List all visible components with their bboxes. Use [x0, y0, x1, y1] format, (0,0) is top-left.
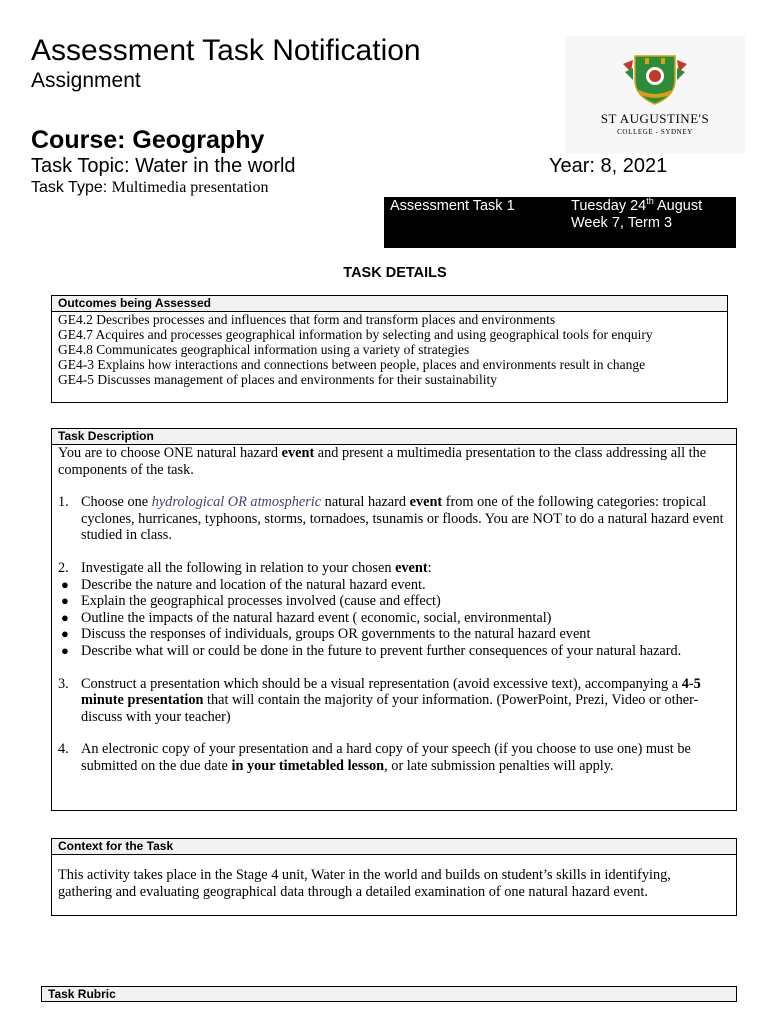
bullet-item	[58, 577, 728, 594]
due-date-month: August	[653, 198, 703, 214]
description-item-1	[58, 494, 728, 544]
bullet-dot-icon: ●	[61, 576, 69, 592]
intro-text: You are to choose ONE natural hazard	[58, 445, 282, 461]
item-text: natural hazard	[321, 494, 410, 511]
task-description-box	[51, 428, 737, 811]
item-number: 1.	[58, 494, 69, 511]
due-date-suffix: th	[646, 196, 654, 207]
bullet-text: Explain the geographical processes involved (cause and effect)	[81, 593, 441, 610]
rubric-box	[41, 986, 737, 1002]
bullet-dot-icon: ●	[61, 626, 69, 642]
bullet-item	[58, 626, 728, 643]
bullet-text: Discuss the responses of individuals, groups OR governments to the natural hazard event	[81, 626, 591, 643]
page-title: Assessment Task Notification	[31, 34, 421, 67]
item-number: 2.	[58, 559, 69, 576]
outcome-item: GE4.8 Communicates geographical information using a variety of strategies	[58, 342, 470, 357]
assessment-task-box	[384, 197, 736, 248]
assessment-task-label: Assessment Task 1	[390, 198, 515, 214]
item-number: 4.	[58, 741, 69, 758]
outcome-item: GE4.2 Describes processes and influences that form and transform places and environments	[58, 312, 556, 327]
item-text: An electronic copy of your presentation and a hard copy of your speech (if you choose to use one) must be submitted on the due date	[81, 741, 691, 774]
item-number: 3.	[58, 675, 69, 692]
bullet-dot-icon: ●	[61, 593, 69, 609]
bullet-item	[58, 593, 728, 610]
task-description-heading: Task Description	[52, 429, 736, 445]
item-text: from one of the following categories: tropical cyclones, hurricanes, typhoons, storms, tornadoes, tsunamis or floods. You are NOT to do a natural hazard event studied in class.	[81, 494, 724, 544]
course-heading: Course: Geography	[31, 126, 265, 154]
outcomes-heading: Outcomes being Assessed	[52, 296, 727, 312]
intro-text-end: and present a multimedia presentation to the class addressing all the components of the task.	[58, 445, 707, 478]
year-label: Year: 8, 2021	[549, 155, 668, 177]
item-text: :	[427, 559, 432, 576]
college-crest-icon	[621, 50, 689, 108]
item-text: Construct a presentation which should be a visual representation (avoid excessive text), accompanying a	[81, 675, 682, 692]
context-body: This activity takes place in the Stage 4 unit, Water in the world and builds on student’s skills in identifying, gathering and evaluating geographical data through a detailed examination of one natural hazard event.	[58, 867, 671, 900]
description-intro	[58, 445, 728, 478]
outcome-item: GE4-5 Discusses management of places and environments for their sustainability	[58, 372, 498, 387]
due-week: Week 7, Term 3	[571, 215, 673, 231]
description-item-2	[58, 560, 728, 577]
task-details-heading: TASK DETAILS	[343, 265, 447, 281]
context-heading: Context for the Task	[52, 839, 736, 855]
item-text: , or late submission penalties will apply.	[384, 757, 614, 774]
task-type-label: Task Type:	[31, 179, 112, 196]
due-date	[571, 198, 702, 214]
rubric-heading: Task Rubric	[42, 987, 736, 1001]
description-item-3	[58, 676, 728, 726]
item-text: Investigate all the following in relation to your chosen	[81, 559, 396, 576]
context-box	[51, 838, 737, 916]
item-text: Choose one	[81, 494, 152, 511]
item-emphasis: event	[409, 494, 443, 511]
item-text: that will contain the majority of your information. (PowerPoint, Prezi, Video or other- discuss with your teacher)	[81, 692, 699, 725]
task-type-value: Multimedia presentation	[111, 179, 269, 196]
task-topic: Task Topic: Water in the world	[31, 155, 296, 177]
item-italic: hydrological OR atmospheric	[151, 494, 322, 511]
outcome-item: GE4-3 Explains how interactions and connections between people, places and environments result in change	[58, 357, 646, 372]
outcome-item: GE4.7 Acquires and processes geographical information by selecting and using geographical tools for enquiry	[58, 327, 653, 342]
item-emphasis: 4-5 minute presentation	[81, 675, 701, 709]
college-name: ST AUGUSTINE'S	[600, 111, 710, 126]
bullet-text: Describe what will or could be done in the future to prevent further consequences of your natural hazard.	[81, 642, 682, 659]
bullet-item	[58, 610, 728, 627]
item-emphasis: in your timetabled lesson	[231, 757, 385, 774]
bullet-dot-icon: ●	[61, 642, 69, 658]
intro-emphasis: event	[281, 445, 315, 461]
college-logo	[565, 36, 745, 154]
bullet-dot-icon: ●	[61, 609, 69, 625]
bullet-item	[58, 643, 728, 660]
due-date-day: Tuesday 24	[571, 198, 647, 214]
college-location: COLLEGE - SYDNEY	[617, 128, 693, 136]
page-subtitle: Assignment	[31, 69, 141, 92]
bullet-text: Outline the impacts of the natural hazard event ( economic, social, environmental)	[81, 609, 552, 626]
description-item-4	[58, 741, 728, 774]
outcomes-box	[51, 295, 728, 403]
bullet-text: Describe the nature and location of the natural hazard event.	[81, 576, 426, 593]
item-emphasis: event	[395, 559, 428, 576]
task-type	[31, 179, 269, 197]
